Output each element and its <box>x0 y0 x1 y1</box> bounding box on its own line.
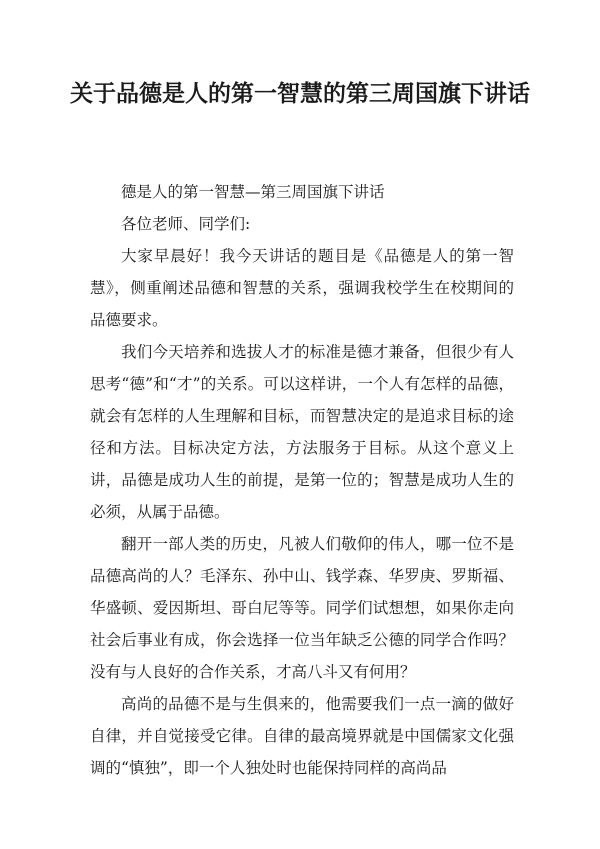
salutation-paragraph: 各位老师、同学们: <box>121 215 251 233</box>
document-body <box>90 176 514 784</box>
body-paragraph: 大家早晨好！我今天讲话的题目是《品德是人的第一智慧》，侧重阐述品德和智慧的关系，强调我校学生在校期间的品德要求。 <box>90 247 514 329</box>
body-paragraph: 高尚的品德不是与生俱来的，他需要我们一点一滴的做好自律，并自觉接受它律。自律的最高境界就是中国儒家文化强调的“慎独”，即一个人独处时也能保持同样的高尚品 <box>90 695 514 777</box>
body-paragraph: 我们今天培养和选拔人才的标准是德才兼备，但很少有人思考“德”和“才”的关系。可以这样讲，一个人有怎样的品德，就会有怎样的人生理解和目标，而智慧决定的是追求目标的途径和方法。目标决定方法，方法服务于目标。从这个意义上讲，品德是成功人生的前提，是第一位的；智慧是成功人生的必须，从属于品德。 <box>90 343 514 521</box>
body-paragraph: 翻开一部人类的历史，凡被人们敬仰的伟人，哪一位不是品德高尚的人？毛泽东、孙中山、钱学森、华罗庚、罗斯福、华盛顿、爱因斯坦、哥白尼等等。同学们试想想，如果你走向社会后事业有成，你会选择一位当年缺乏公德的同学合作吗？没有与人良好的合作关系，才高八斗又有何用？ <box>90 535 514 681</box>
document-title: 关于品德是人的第一智慧的第三周国旗下讲话 <box>70 80 530 107</box>
subtitle-paragraph: 德是人的第一智慧—第三周国旗下讲话 <box>121 183 385 201</box>
